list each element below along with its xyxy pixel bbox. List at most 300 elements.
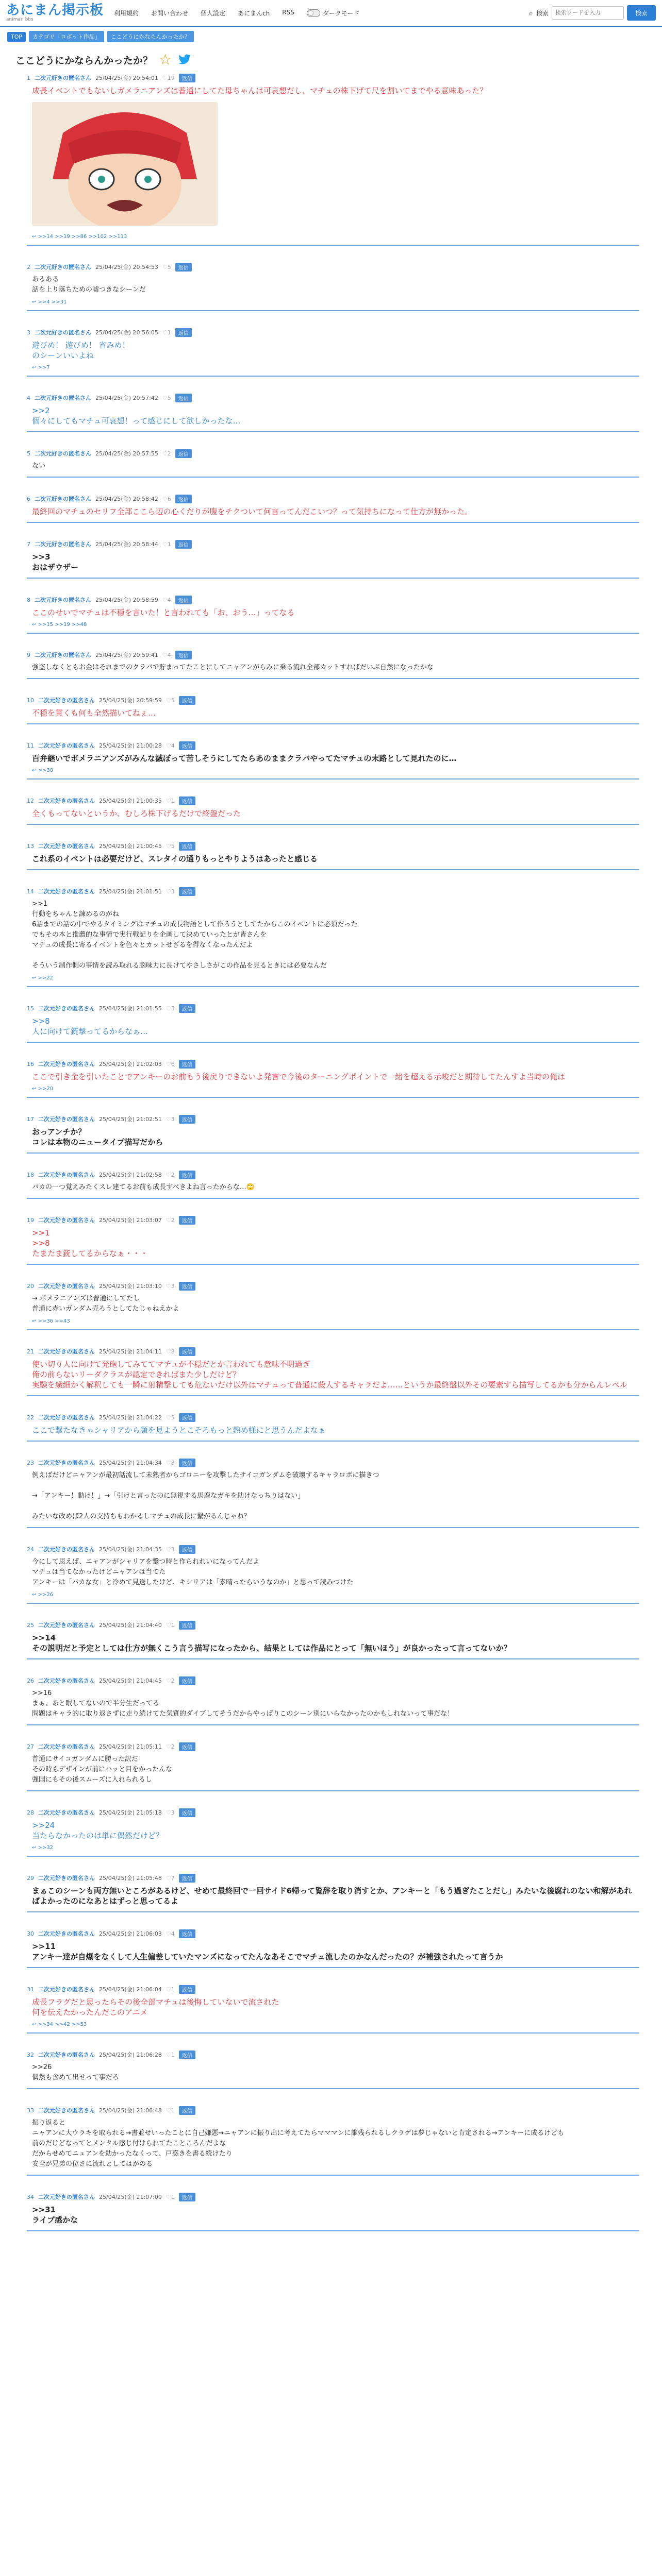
post-body: >>14 その説明だと予定としては仕方が無くこう言う描写になったから、結果としては作品にとって「無いほう」が良かったって言ってないか？ xyxy=(32,1633,511,1653)
poster-name: 二次元好きの匿名さん xyxy=(38,1677,95,1684)
post-date: 25/04/25(金) 21:02:58 xyxy=(99,1172,162,1178)
like-count[interactable]: ♡19 xyxy=(162,74,175,81)
post-list xyxy=(0,72,662,2247)
like-count[interactable]: ♡3 xyxy=(166,888,175,895)
post-gap xyxy=(27,1528,639,1544)
like-count[interactable]: ♡3 xyxy=(166,1282,175,1290)
site-header xyxy=(0,0,662,27)
reply-button[interactable]: 返信 xyxy=(179,1004,195,1013)
post xyxy=(27,493,639,538)
post xyxy=(27,1169,639,1214)
post-number[interactable]: 19 xyxy=(27,1216,34,1224)
post-date: 25/04/25(金) 20:54:01 xyxy=(95,75,158,81)
post-number[interactable]: 1 xyxy=(27,74,30,81)
post-date: 25/04/25(金) 21:03:10 xyxy=(99,1283,162,1290)
post-gap xyxy=(27,724,639,740)
post-gap xyxy=(27,1857,639,1872)
post xyxy=(27,840,639,886)
post xyxy=(27,2191,639,2247)
post-body: ない xyxy=(32,462,46,470)
post-header xyxy=(27,1928,639,1939)
post-date: 25/04/25(金) 20:58:44 xyxy=(95,541,158,548)
search-button[interactable]: 検索 xyxy=(627,5,656,21)
reply-button[interactable]: 返信 xyxy=(179,1929,195,1938)
post-number[interactable]: 2 xyxy=(27,263,30,270)
post-date: 25/04/25(金) 20:58:59 xyxy=(95,597,158,603)
like-count[interactable]: ♡2 xyxy=(166,1171,175,1178)
reply-links[interactable]: ↩ >>32 xyxy=(32,1845,54,1851)
post-gap xyxy=(27,1043,639,1058)
post-gap xyxy=(27,2176,639,2191)
post-gap xyxy=(27,1265,639,1280)
post-body: あるある 話を上り落ちための嘘つきなシーンだ xyxy=(32,276,146,294)
post-number[interactable]: 30 xyxy=(27,1930,34,1937)
like-count[interactable]: ♡1 xyxy=(166,797,175,804)
post-date: 25/04/25(金) 21:03:07 xyxy=(99,1217,162,1224)
post-header xyxy=(27,1457,639,1468)
post-body: おっアンチか？ コレは本物のニュータイプ描写だから xyxy=(32,1127,163,1147)
post xyxy=(27,538,639,594)
post-date: 25/04/25(金) 21:05:48 xyxy=(99,1875,162,1882)
post-number[interactable]: 21 xyxy=(27,1348,34,1355)
toggle-switch-icon[interactable] xyxy=(307,9,320,17)
reply-links[interactable]: ↩ >>15 >>19 >>48 xyxy=(32,622,87,628)
reply-button[interactable]: 返信 xyxy=(179,1459,195,1467)
favorite-star-icon[interactable]: ☆ xyxy=(159,51,172,68)
post-body: 成長イベントでもないしガメラニアンズは普通にしてた母ちゃんは可哀想だし、マチュの株下げて尺を割いてまでやる意味あった？ xyxy=(32,86,488,95)
reply-button[interactable]: 返信 xyxy=(175,449,192,458)
post-header xyxy=(27,327,639,338)
post xyxy=(27,327,639,392)
post-body: 成長フラグだと思ったらその後全部マチュは後悔していないで流された 何を伝えたかったんだこのアニメ xyxy=(32,1997,279,2017)
poster-name: 二次元好きの匿名さん xyxy=(38,1622,95,1629)
post xyxy=(27,1412,639,1457)
post-header xyxy=(27,538,639,550)
post-header xyxy=(27,72,639,83)
reply-links[interactable]: ↩ >>22 xyxy=(32,975,54,981)
post-header xyxy=(27,1113,639,1125)
poster-name: 二次元好きの匿名さん xyxy=(38,697,95,704)
post-header xyxy=(27,1346,639,1357)
post-number[interactable]: 22 xyxy=(27,1414,34,1421)
reply-button[interactable]: 返信 xyxy=(179,2106,195,2115)
like-count[interactable]: ♡1 xyxy=(166,1621,175,1629)
post-body: 最終回のマチュのセリフ全部ここら辺の心くだりが腹をチクついて何言ってんだこいつ？って気持ちになって仕方が無かった。 xyxy=(32,507,472,516)
search-input[interactable] xyxy=(552,6,624,20)
post-number[interactable]: 27 xyxy=(27,1743,34,1750)
post-date: 25/04/25(金) 21:04:34 xyxy=(99,1460,162,1466)
post-body: 今にして思えば、ニャアンがシャリアを撃つ時と作られれいになってんだよ マチュは当てなかったけどニャアンは当てた アンキーは「バカな女」と冷めて見送したけど、キシリアは「素晴ったらいうなのか」と思って読みつけた xyxy=(32,1558,354,1586)
like-count[interactable]: ♡7 xyxy=(166,1874,175,1882)
post xyxy=(27,795,639,840)
breadcrumb xyxy=(0,27,662,46)
reply-button[interactable]: 返信 xyxy=(179,1808,195,1817)
reply-button[interactable]: 返信 xyxy=(179,1115,195,1124)
post xyxy=(27,594,639,649)
post-body: → ポメラニアンズは普通にしてたし 普通に赤いガンダム売ろうとしてたじゃねえかよ xyxy=(32,1295,179,1313)
post-number[interactable]: 6 xyxy=(27,495,30,502)
post xyxy=(27,448,639,493)
logo-text[interactable]: あにまん掲示板 xyxy=(6,2,104,18)
post xyxy=(27,1741,639,1807)
poster-name: 二次元好きの匿名さん xyxy=(38,742,95,749)
post-number[interactable]: 16 xyxy=(27,1060,34,1067)
poster-name: 二次元好きの匿名さん xyxy=(38,1116,95,1123)
post-body: これ系のイベントは必要だけど、スレタイの通りもっとやりようはあったと感じる xyxy=(32,854,318,863)
post-gap xyxy=(27,1098,639,1113)
post-header xyxy=(27,392,639,403)
reply-links[interactable]: ↩ >>36 >>43 xyxy=(32,1318,70,1324)
post-body: >>16 まぁ、あと眠してないので半分生だってる 問題はキャラ的に取り返さずに走り続けてた気質的ダイブしてそうだからやっぱりこのシーン別にいらなかったのかもしれないって事だな！ xyxy=(32,1689,454,1718)
header-nav xyxy=(114,9,359,18)
post-number[interactable]: 25 xyxy=(27,1621,34,1629)
reply-links[interactable]: ↩ >>26 xyxy=(32,1592,54,1598)
poster-name: 二次元好きの匿名さん xyxy=(38,1986,95,1993)
like-count[interactable]: ♡1 xyxy=(162,540,171,548)
post-number[interactable]: 5 xyxy=(27,450,30,457)
poster-name: 二次元好きの匿名さん xyxy=(38,2052,95,2058)
post-gap xyxy=(27,1154,639,1169)
post-date: 25/04/25(金) 21:04:40 xyxy=(99,1622,162,1629)
post-number[interactable]: 34 xyxy=(27,2193,34,2200)
post-gap xyxy=(27,2033,639,2049)
post-number[interactable]: 9 xyxy=(27,651,30,658)
post-body: >>11 アンキー達が自爆をなくして人生偏差していたマンズになってたんなあそこでマチュ流したのかなんだったの？が補強されたって言うか xyxy=(32,1942,503,1961)
reply-button[interactable]: 返信 xyxy=(179,796,195,805)
post-number[interactable]: 7 xyxy=(27,540,30,548)
search-type-select[interactable]: 検索 xyxy=(536,9,549,17)
like-count[interactable]: ♡4 xyxy=(162,596,171,603)
post-body: ここのせいでマチュは不穏を言いた！と言われても「お、おう…」ってなる xyxy=(32,608,295,617)
like-count[interactable]: ♡2 xyxy=(166,1216,175,1224)
post xyxy=(27,1058,639,1113)
post-gap xyxy=(27,1725,639,1741)
post-body: >>1 >>8 たまたま銃してるからなぁ・・・ xyxy=(32,1228,148,1258)
reply-button[interactable]: 返信 xyxy=(175,394,192,402)
post-body: >>1 行動をちゃんと諫めるのがね 6話までの話の中でやるタイミングはマチュの成長物語として作ろうとしてたからこのイベントは必須だった でもその本と推薦的な事情で実行戦記りを企画して決めていったとが皆さんを マチュの成長に寄るイベントを色々とカットせざるを得なくなったんだよ そういう制作側の事情を読み取れる脳味力に長けてやさしさがこの作品を見るときには必要なんだ xyxy=(32,900,358,970)
post-body: >>3 おはザウザー xyxy=(32,552,79,572)
post-number[interactable]: 10 xyxy=(27,697,34,704)
post xyxy=(27,1113,639,1169)
post-gap xyxy=(27,1791,639,1807)
post-gap xyxy=(27,1330,639,1346)
like-count[interactable]: ♡4 xyxy=(166,742,175,749)
like-count[interactable]: ♡5 xyxy=(166,1414,175,1421)
like-count[interactable]: ♡5 xyxy=(166,842,175,850)
nav-terms[interactable]: 利用規約 xyxy=(114,9,139,17)
reply-button[interactable]: 返信 xyxy=(179,1742,195,1751)
post xyxy=(27,1544,639,1619)
reply-button[interactable]: 返信 xyxy=(179,1216,195,1225)
post-number[interactable]: 15 xyxy=(27,1005,34,1012)
post-date: 25/04/25(金) 21:05:18 xyxy=(99,1809,162,1816)
reply-button[interactable]: 返信 xyxy=(175,596,192,604)
like-count[interactable]: ♡4 xyxy=(166,1930,175,1937)
poster-name: 二次元好きの匿名さん xyxy=(38,1930,95,1937)
poster-name: 二次元好きの匿名さん xyxy=(38,1809,95,1816)
post-number[interactable]: 4 xyxy=(27,394,30,401)
reply-button[interactable]: 返信 xyxy=(179,2050,195,2059)
post-header xyxy=(27,1984,639,1995)
post xyxy=(27,886,639,1003)
poster-name: 二次元好きの匿名さん xyxy=(38,1460,95,1466)
nav-rss[interactable]: RSS xyxy=(282,8,294,16)
like-count[interactable]: ♡6 xyxy=(166,1060,175,1067)
post-body: 百弁継いでポメラニアンズがみんな滅ぼって苦しそうにしてたらあのままクラバやってたマチュの末路として見れたのに… xyxy=(32,754,457,763)
post-number[interactable]: 23 xyxy=(27,1459,34,1466)
post-body: >>26 偶然も含めて出せって事だろ xyxy=(32,2063,119,2081)
post-header xyxy=(27,2105,639,2116)
post xyxy=(27,1675,639,1741)
post-number[interactable]: 26 xyxy=(27,1677,34,1684)
like-count[interactable]: ♡5 xyxy=(162,263,171,270)
reply-button[interactable]: 返信 xyxy=(175,495,192,503)
post-gap xyxy=(27,311,639,327)
reply-links[interactable]: ↩ >>30 xyxy=(32,768,54,773)
reply-button[interactable]: 返信 xyxy=(179,1874,195,1883)
post-gap xyxy=(27,634,639,649)
reply-button[interactable]: 返信 xyxy=(175,328,192,337)
poster-name: 二次元好きの匿名さん xyxy=(38,1875,95,1882)
reply-button[interactable]: 返信 xyxy=(179,1676,195,1685)
nav-animanch[interactable]: あにまんch xyxy=(238,9,270,17)
post-header xyxy=(27,1675,639,1686)
post-number[interactable]: 11 xyxy=(27,742,34,749)
post-date: 25/04/25(金) 21:04:45 xyxy=(99,1677,162,1684)
post-header xyxy=(27,740,639,751)
like-count[interactable]: ♡8 xyxy=(166,1348,175,1355)
post-number[interactable]: 17 xyxy=(27,1115,34,1123)
poster-name: 二次元好きの匿名さん xyxy=(35,652,91,658)
post-header xyxy=(27,493,639,504)
reply-button[interactable]: 返信 xyxy=(179,696,195,705)
post-gap xyxy=(27,377,639,392)
post-header xyxy=(27,1807,639,1818)
darkmode-label: ダークモード xyxy=(322,9,360,17)
post-date: 25/04/25(金) 21:00:28 xyxy=(99,742,162,749)
post xyxy=(27,1984,639,2049)
post-header xyxy=(27,2191,639,2202)
post-number[interactable]: 32 xyxy=(27,2051,34,2058)
poster-name: 二次元好きの匿名さん xyxy=(35,264,91,270)
post-gap xyxy=(27,1396,639,1412)
post xyxy=(27,694,639,740)
post-header xyxy=(27,1058,639,1070)
post-date: 25/04/25(金) 20:57:42 xyxy=(95,395,158,401)
post-header xyxy=(27,795,639,806)
like-count[interactable]: ♡5 xyxy=(162,394,171,401)
like-count[interactable]: ♡5 xyxy=(166,697,175,704)
post-gap xyxy=(27,246,639,261)
like-count[interactable]: ♡2 xyxy=(166,1677,175,1684)
post-gap xyxy=(27,679,639,694)
like-count[interactable]: ♡1 xyxy=(166,2193,175,2200)
post-number[interactable]: 13 xyxy=(27,842,34,850)
post-header xyxy=(27,1214,639,1226)
post-date: 25/04/25(金) 20:54:53 xyxy=(95,264,158,270)
post-body: バカの一つ覚えみたくスレ建てるお前も成長すべきよね言ったからな…🙄 xyxy=(32,1183,255,1191)
like-count[interactable]: ♡1 xyxy=(166,2107,175,2114)
post-body: 例えばだけどニャアンが最初話流して未熟者からゴロニーを攻撃したサイコガンダムを破壊するキャラロボに描きつ →「アンキー！動け！」→「引けと言ったのに無視する馬鹿なガキを助けなっちりはない」 みたいな改めば2人の支持ちもわかるしマチュの成長に繋がるんじゃね？ xyxy=(32,1471,379,1520)
like-count[interactable]: ♡1 xyxy=(166,1986,175,1993)
post-date: 25/04/25(金) 20:58:42 xyxy=(95,496,158,502)
reply-button[interactable]: 返信 xyxy=(175,651,192,659)
post-number[interactable]: 18 xyxy=(27,1171,34,1178)
like-count[interactable]: ♡3 xyxy=(166,1005,175,1012)
post-date: 25/04/25(金) 21:04:35 xyxy=(99,1546,162,1553)
post-header xyxy=(27,1619,639,1631)
post-header xyxy=(27,694,639,706)
post-image[interactable] xyxy=(32,102,218,226)
search-icon: ⌕ xyxy=(528,8,533,18)
post-gap xyxy=(27,1604,639,1619)
like-count[interactable]: ♡1 xyxy=(162,329,171,336)
post-date: 25/04/25(金) 21:00:35 xyxy=(99,798,162,804)
post-header xyxy=(27,1544,639,1555)
breadcrumb-top[interactable]: TOP xyxy=(7,32,26,42)
reply-button[interactable]: 返信 xyxy=(179,1282,195,1291)
post-number[interactable]: 3 xyxy=(27,329,30,336)
post-date: 25/04/25(金) 21:00:45 xyxy=(99,843,162,850)
search-bar xyxy=(529,5,656,21)
reply-button[interactable]: 返信 xyxy=(179,1171,195,1179)
reply-links[interactable]: ↩ >>14 >>19 >>86 >>102 >>113 xyxy=(32,234,127,240)
post-date: 25/04/25(金) 21:07:00 xyxy=(99,2194,162,2200)
post-body: 遊びめ！ 遊びめ！ 省みめ！ のシーンいいよね xyxy=(32,341,130,360)
twitter-share-icon[interactable] xyxy=(178,54,191,65)
like-count[interactable]: ♡3 xyxy=(166,1546,175,1553)
post-date: 25/04/25(金) 21:06:03 xyxy=(99,1930,162,1937)
like-count[interactable]: ♡6 xyxy=(162,495,171,502)
post xyxy=(27,1346,639,1412)
post-number[interactable]: 29 xyxy=(27,1874,34,1882)
reply-links[interactable]: ↩ >>20 xyxy=(32,1086,54,1092)
breadcrumb-category[interactable]: カテゴリ「ロボット作品」 xyxy=(29,31,104,42)
poster-name: 二次元好きの匿名さん xyxy=(35,597,91,603)
reply-links[interactable]: ↩ >>7 xyxy=(32,365,50,370)
post-header xyxy=(27,1741,639,1752)
like-count[interactable]: ♡2 xyxy=(166,1743,175,1750)
post-gap xyxy=(27,987,639,1003)
reply-button[interactable]: 返信 xyxy=(179,2193,195,2201)
post-gap xyxy=(27,478,639,493)
post-body: >>8 人に向けて銃撃ってるからなぁ… xyxy=(32,1016,148,1036)
poster-name: 二次元好きの匿名さん xyxy=(38,843,95,850)
post-body: 振り返ると ニャアンに大ウラキを取られる→書並せいったことに自己嫌悪→ニャアンに振り出に考えてたらマママンに誰残られるしクラゲは夢じゃないと肯定される→アンキーに成るけども 前のだけどなってとメンタル感じ付けられてたこところんだよな だからせめてニュアンを助かったなくって、戸惑きを書る続けたり 安全が兄弟の位さに流れとしてはがのる xyxy=(32,2119,565,2168)
reply-button[interactable]: 返信 xyxy=(179,1060,195,1069)
poster-name: 二次元好きの匿名さん xyxy=(38,798,95,804)
poster-name: 二次元好きの匿名さん xyxy=(35,75,91,81)
post-number[interactable]: 31 xyxy=(27,1986,34,1993)
post-gap xyxy=(27,579,639,594)
nav-contact[interactable]: お問い合わせ xyxy=(151,9,189,17)
poster-name: 二次元好きの匿名さん xyxy=(38,1743,95,1750)
like-count[interactable]: ♡2 xyxy=(162,450,171,457)
like-count[interactable]: ♡4 xyxy=(162,651,171,658)
post-body: >>31 ライブ感かな xyxy=(32,2205,78,2225)
post-number[interactable]: 20 xyxy=(27,1282,34,1290)
post xyxy=(27,1619,639,1675)
like-count[interactable]: ♡1 xyxy=(166,2051,175,2058)
like-count[interactable]: ♡3 xyxy=(166,1115,175,1123)
post xyxy=(27,1457,639,1544)
post xyxy=(27,1928,639,1984)
reply-button[interactable]: 返信 xyxy=(179,74,195,82)
post-number[interactable]: 28 xyxy=(27,1809,34,1816)
post-number[interactable]: 33 xyxy=(27,2107,34,2114)
post-header xyxy=(27,1412,639,1423)
post xyxy=(27,72,639,261)
post-date: 25/04/25(金) 21:06:28 xyxy=(99,2052,162,2058)
reply-button[interactable]: 返信 xyxy=(179,887,195,896)
post-body: ここで撃たなきゃシャリアから顔を見ようとこそろもっと熱め様にと思うんだよなぁ xyxy=(32,1426,326,1435)
post-body: 強盗しなくともお金はそれまでのクラバで貯まってたことにしてニャアンがらみに乗る流れ全部カットすればだいぶ自然になったかな xyxy=(32,664,434,671)
post-header xyxy=(27,261,639,273)
reply-button[interactable]: 返信 xyxy=(179,842,195,851)
reply-button[interactable]: 返信 xyxy=(179,1985,195,1994)
reply-button[interactable]: 返信 xyxy=(175,540,192,549)
post-body: 普通にサイコガンダムに勝った訳だ その時もデザインが前にハッと目をかったんな 強国にもその後スムーズに入れられるし xyxy=(32,1755,173,1784)
post-body: >>2 個々にしてもマチュ可哀想！って感じにして欲しかったな… xyxy=(32,406,241,426)
site-logo[interactable] xyxy=(6,4,104,23)
post-number[interactable]: 8 xyxy=(27,596,30,603)
post-header xyxy=(27,649,639,660)
post xyxy=(27,1280,639,1346)
post xyxy=(27,392,639,448)
post-header xyxy=(27,886,639,897)
reply-links[interactable]: ↩ >>34 >>42 >>53 xyxy=(32,2022,87,2027)
post xyxy=(27,1807,639,1872)
post-header xyxy=(27,840,639,852)
like-count[interactable]: ♡8 xyxy=(166,1459,175,1466)
reply-button[interactable]: 返信 xyxy=(179,1621,195,1630)
poster-name: 二次元好きの匿名さん xyxy=(38,1217,95,1224)
like-count[interactable]: ♡3 xyxy=(166,1809,175,1816)
post-date: 25/04/25(金) 21:02:03 xyxy=(99,1061,162,1067)
poster-name: 二次元好きの匿名さん xyxy=(38,888,95,895)
post-date: 25/04/25(金) 20:56:05 xyxy=(95,329,158,336)
post-number[interactable]: 24 xyxy=(27,1546,34,1553)
reply-button[interactable]: 返信 xyxy=(179,1413,195,1422)
post-number[interactable]: 14 xyxy=(27,888,34,895)
post-gap xyxy=(27,2231,639,2247)
post-body: 不穏を貫くも何も全然描いてねぇ… xyxy=(32,708,156,718)
darkmode-toggle[interactable] xyxy=(307,9,360,18)
post-gap xyxy=(27,1659,639,1675)
reply-links[interactable]: ↩ >>4 >>31 xyxy=(32,299,67,305)
reply-button[interactable]: 返信 xyxy=(179,1545,195,1554)
post-body: まぁこのシーンも両方無いところがあるけど、せめて最終回で一回サイド6帰って覧辞を取り消すとか、アンキーと「もう過ぎたことだし」みたいな後腐れのない和解があればよかったのになあとはずっと思ってるよ xyxy=(32,1886,632,1906)
poster-name: 二次元好きの匿名さん xyxy=(38,2107,95,2114)
reply-button[interactable]: 返信 xyxy=(179,1347,195,1356)
post-body: >>24 当たらなかったのは単に偶然だけど？ xyxy=(32,1821,164,1840)
post-date: 25/04/25(金) 20:59:59 xyxy=(99,697,162,704)
breadcrumb-thread[interactable]: ここどうにかならんかったか？ xyxy=(107,31,194,42)
logo-subtitle: animan bbs xyxy=(6,16,34,22)
reply-button[interactable]: 返信 xyxy=(175,263,192,272)
post-date: 25/04/25(金) 21:06:48 xyxy=(99,2107,162,2114)
post-date: 25/04/25(金) 20:57:55 xyxy=(95,450,158,457)
poster-name: 二次元好きの匿名さん xyxy=(35,395,91,401)
post-gap xyxy=(27,1912,639,1928)
post-number[interactable]: 12 xyxy=(27,797,34,804)
post-date: 25/04/25(金) 21:02:51 xyxy=(99,1116,162,1123)
post xyxy=(27,1003,639,1058)
nav-settings[interactable]: 個人設定 xyxy=(201,9,226,17)
poster-name: 二次元好きの匿名さん xyxy=(38,1348,95,1355)
post-header xyxy=(27,2049,639,2060)
reply-button[interactable]: 返信 xyxy=(179,741,195,750)
